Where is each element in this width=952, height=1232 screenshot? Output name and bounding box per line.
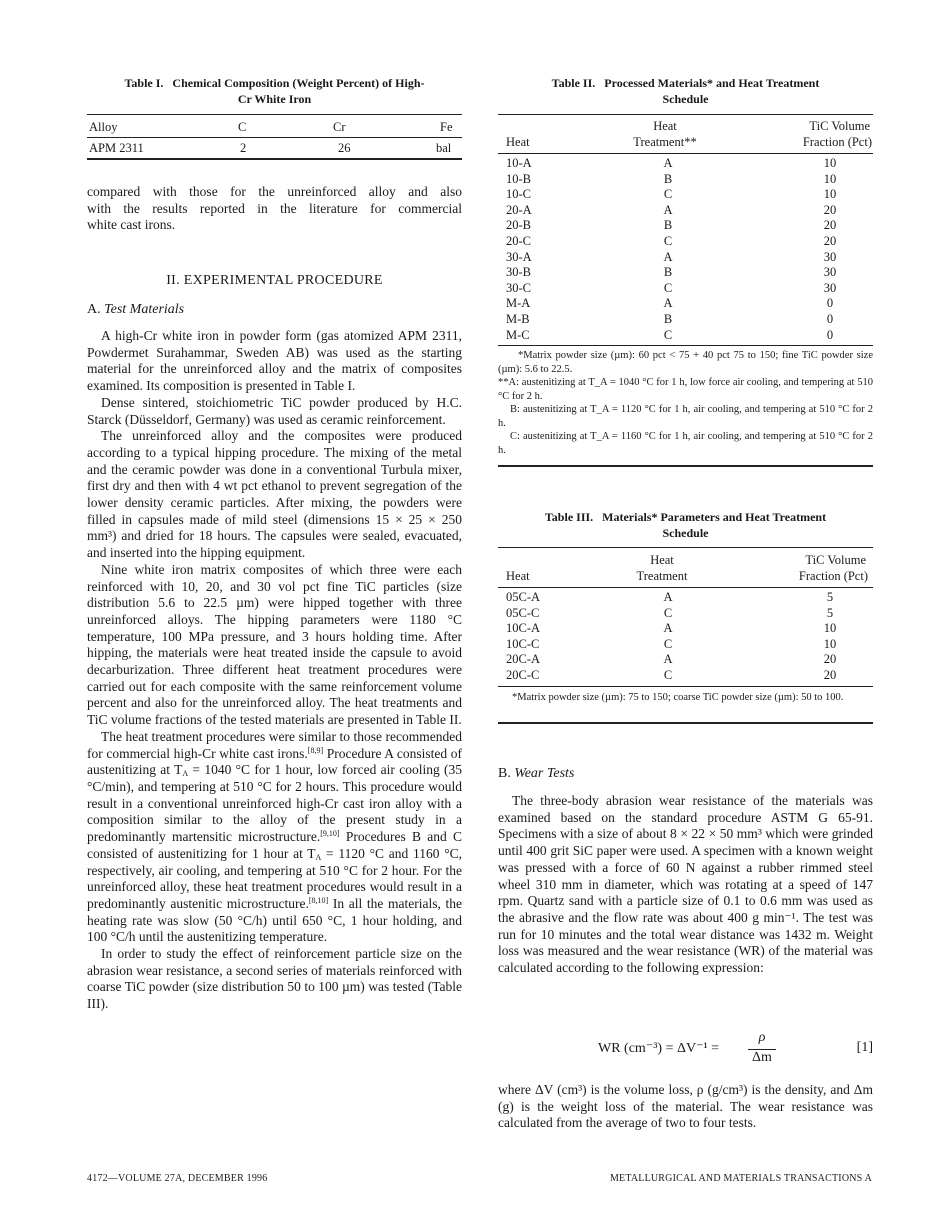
left-body: [87, 328, 462, 1013]
table2-cell: 20: [823, 233, 837, 248]
table2-cell: 20-C: [506, 233, 531, 248]
table3-header-ht-2: Treatment: [636, 569, 688, 583]
table2-header-ht-2: Treatment**: [633, 135, 697, 149]
right-body: [498, 793, 873, 977]
table3-header-tic-1: TiC Volume: [805, 553, 866, 567]
table3-caption-line2: Schedule: [662, 525, 709, 540]
table3-bottom-rule: [498, 722, 873, 724]
table2-cell: M-B: [506, 311, 530, 326]
table1-header-cr: Cr: [333, 120, 346, 134]
equation-numerator: ρ: [758, 1030, 766, 1045]
table2-cell: B: [663, 218, 673, 233]
table2-note-1: *Matrix powder size (µm): 60 pct < 75 + 40 pct 75 to 150; fine TiC powder size (µm): 5.6 to 22.5.: [498, 350, 873, 375]
table1-mid-rule: [87, 137, 462, 138]
paragraph-particle-size: In order to study the effect of reinforcement particle size on the abrasion wear resistance, a second series of materials reinforced with coarse TiC powder (size distribution 50 to 100 µm) was tested (Table III).: [87, 946, 462, 1012]
equation-lhs: WR (cm⁻³) = ΔV⁻¹ =: [598, 1041, 720, 1056]
table3-header-ht-1: Heat: [650, 553, 674, 567]
table3-row: [498, 652, 873, 668]
table1-label: Table I.: [124, 76, 164, 90]
table2-header-heat: Heat: [506, 135, 530, 149]
table2-cell: A: [663, 202, 673, 217]
subsection-b-title: Wear Tests: [514, 766, 575, 781]
paragraph-wear-tests: The three-body abrasion wear resistance of the materials was examined based on the standard procedure ASTM G 65-91. Specimens with a size of about 8 × 22 × 50 mm³ which were grinded until 400 grit SiC paper were used. A specimen with a known weight was pressed with a force of 60 N against a rubber rimmed steel wheel 310 mm in diameter, which was rotating at a speed of 147 rpm. Quartz sand with a particle size of 0.1 to 0.6 mm was used as the abrasive and the flow rate was about 400 g min⁻¹. The test was run for 10 minutes and the total wear distance was 1432 m. Weight loss was measured and the wear resistance (WR) of the material was calculated according to the following expression:: [498, 793, 873, 976]
table2-top-rule: [498, 114, 873, 115]
table2-caption-line1: Processed Materials* and Heat Treatment: [604, 76, 820, 90]
table2-cell: 20-A: [506, 202, 532, 217]
table2-cell: 0: [826, 327, 834, 342]
footer-right: METALLURGICAL AND MATERIALS TRANSACTIONS A: [609, 1173, 872, 1184]
intro-line-2: with the results reported in the literature for commercial: [87, 200, 462, 216]
table1-top-rule: [87, 114, 462, 115]
equation: [498, 1030, 873, 1070]
equation-number: [1]: [856, 1040, 873, 1055]
subsection-a-heading: [87, 302, 184, 318]
ht-text-4: Procedures B and C consisted of austenitizing for 1 hour at T: [87, 829, 462, 861]
paragraph-materials: A high-Cr white iron in powder form (gas atomized APM 2311, Powdermet Surahammar, Sweden AB) was used as the starting material for the unreinforced alloy and the matrix of composites examined. Its composition is presented in Table I.: [87, 328, 462, 394]
table2-cell: M-A: [506, 296, 531, 311]
ht-sub-a-2: A: [315, 852, 322, 862]
table2-header-ht-1: Heat: [653, 119, 677, 133]
table2-bottom-rule: [498, 465, 873, 467]
table3-cell: 10: [823, 621, 837, 636]
table3-mid-rule: [498, 587, 873, 588]
paragraph-where: where ΔV (cm³) is the volume loss, ρ (g/cm³) is the density, and Δm (g) is the weight loss of the material. The wear resistance was calculated from the average of two to four tests.: [498, 1082, 873, 1131]
table2-cell: 0: [826, 311, 834, 326]
table2-row: [498, 172, 873, 188]
equation-denominator: Δm: [752, 1050, 772, 1065]
table3-row: [498, 590, 873, 606]
table2-row: [498, 296, 873, 312]
table2-note-3: B: austenitizing at T_A = 1120 °C for 1 h, air cooling, and tempering at 510 °C for 2 h.: [498, 404, 873, 429]
table3-header-heat: Heat: [506, 569, 530, 583]
ref-8-9: [8,9]: [307, 745, 324, 755]
table2-caption-line2: Schedule: [662, 91, 709, 106]
table3-caption-line1: Materials* Parameters and Heat Treatment: [602, 510, 827, 524]
intro-line-1: compared with those for the unreinforced alloy and also: [87, 184, 462, 199]
table3-cell: 10C-A: [506, 621, 541, 636]
table2-cell: 30-A: [506, 249, 532, 264]
table1-header-c: C: [238, 120, 247, 134]
paragraph-composites: Nine white iron matrix composites of which three were each reinforced with 10, 20, and 30 vol pct fine TiC particles (size distribution 5.6 to 22.5 µm) were hipped together with three unreinforced alloys. The hipping parameters were 1180 °C temperature, 100 MPa pressure, and 3 hours holding time. After hipping, the materials were heat treated inside the capsule to avoid decarburization. Three different heat treatment procedures were carried out for each composite with the same reinforcement volume percent and also for the unreinforced alloy. The heat treatments and TiC volume fractions of the tested materials are presented in Table II.: [87, 561, 462, 728]
table2-row: [498, 312, 873, 328]
table3-cell: A: [663, 621, 673, 636]
table2-notes: [498, 349, 873, 457]
table3-row: [498, 606, 873, 622]
table2-cell: B: [663, 171, 673, 186]
table2-note-4: C: austenitizing at T_A = 1160 °C for 1 h, air cooling, and tempering at 510 °C for 2 h.: [498, 431, 873, 456]
table2-cell: 10: [823, 171, 837, 186]
table2-cell: 10-A: [506, 156, 532, 170]
table2-cell: 30-C: [506, 280, 531, 295]
table2-notes-rule: [498, 345, 873, 346]
table1-cell-cr: 26: [338, 141, 351, 155]
table2-header-tic-1: TiC Volume: [809, 119, 870, 133]
table2-mid-rule: [498, 153, 873, 154]
table2-cell: C: [663, 187, 673, 202]
intro-line-3: white cast irons.: [87, 217, 176, 233]
table2-row: [498, 218, 873, 234]
ht-sub-a-1: A: [182, 769, 189, 779]
table2-label: Table II.: [551, 76, 596, 90]
table3-cell: 20C-A: [506, 652, 541, 667]
right-body-2: [498, 1082, 873, 1132]
table3-cell: C: [663, 636, 673, 651]
table3-cell: C: [663, 667, 673, 682]
table2-row: [498, 281, 873, 297]
ht-text-6: In all the materials, the heating rate was slow (50 °C/h) until 650 °C, 1 hour holding, and 100 °C/h until the austenitizing temperature.: [87, 895, 463, 945]
table3-cell: 5: [826, 605, 834, 620]
table1-bottom-rule: [87, 158, 462, 160]
table2-note-2: **A: austenitizing at T_A = 1040 °C for 1 h, low force air cooling, and tempering at 510 °C for 2 h.: [498, 377, 873, 402]
table2-row: [498, 156, 873, 172]
table1-caption: [87, 76, 462, 107]
subsection-b-heading: [498, 766, 574, 782]
ht-text-3: = 1040 °C for 1 hour, low forced air cooling (35 °C/min), and tempering at 510 °C for 2 hours. This procedure would result in a conventional unreinforced high-Cr cast iron alloy with a composition similar to the alloy of the present study in a predominantly martensitic microstructure.: [87, 762, 462, 845]
table1-caption-line1: Chemical Composition (Weight Percent) of High-: [172, 76, 425, 90]
paragraph-heat-treatment: [87, 729, 462, 946]
table3-cell: A: [663, 590, 673, 604]
left-intro-paragraph: [87, 184, 462, 234]
table3-top-rule: [498, 547, 873, 548]
table1-cell-alloy: APM 2311: [89, 141, 144, 155]
table2-cell: M-C: [506, 327, 530, 342]
table3-cell: 10: [823, 636, 837, 651]
table3-notes: [498, 691, 873, 705]
table2-row: [498, 328, 873, 344]
table3-row: [498, 668, 873, 684]
table1-caption-line2: Cr White Iron: [237, 91, 312, 106]
table2-cell: 0: [826, 296, 834, 311]
table3-row: [498, 637, 873, 653]
table3-cell: 20C-C: [506, 667, 540, 682]
table2-cell: 10: [823, 156, 837, 170]
table2-cell: 20: [823, 218, 837, 233]
table2-header-tic-2: Fraction (Pct): [802, 135, 872, 149]
table3-header-tic-2: Fraction (Pct): [798, 569, 868, 583]
table3-notes-rule: [498, 686, 873, 687]
footer-left: 4172—VOLUME 27A, DECEMBER 1996: [87, 1173, 268, 1184]
table2-cell: C: [663, 233, 673, 248]
table3-label: Table III.: [544, 510, 594, 524]
subsection-a-prefix: A.: [87, 302, 101, 317]
table2-body: [498, 156, 873, 343]
table2-cell: A: [663, 296, 673, 311]
table1-cell-c: 2: [240, 141, 247, 155]
table2-cell: 10-C: [506, 187, 531, 202]
table3-cell: 10C-C: [506, 636, 540, 651]
table1-header-alloy: Alloy: [89, 120, 118, 134]
table2-cell: A: [663, 249, 673, 264]
table3-cell: 05C-C: [506, 605, 540, 620]
table3-cell: 20: [823, 652, 837, 667]
table2-cell: 30-B: [506, 265, 531, 280]
subsection-a-title: Test Materials: [104, 302, 185, 317]
table3-cell: A: [663, 652, 673, 667]
table2-row: [498, 187, 873, 203]
table3-cell: 5: [826, 590, 834, 604]
table2-cell: 30: [823, 265, 837, 280]
paragraph-hipping: The unreinforced alloy and the composites were produced according to a typical hipping procedure. The mixing of the metal and the ceramic powder was done in a conventional Turbula mixer, first dry and then with 4 wt pct ethanol to prevent segregation of the lower density ceramic particles. After mixing, the powders were filled in capsules made of mild steel (dimensions 15 × 25 × 250 mm³) and dried for 18 hours. The capsules were sealed, evacuated, and inserted into the hipping equipment.: [87, 428, 462, 561]
table2-cell: 10-B: [506, 171, 531, 186]
section-title: II. EXPERIMENTAL PROCEDURE: [166, 273, 383, 288]
table2-row: [498, 265, 873, 281]
table2-cell: C: [663, 327, 673, 342]
table3-caption: [498, 510, 873, 541]
table1-cell-fe: bal: [436, 141, 452, 155]
ref-9-10: [9,10]: [320, 829, 340, 839]
table1-header-fe: Fe: [440, 120, 453, 134]
ht-text-5: = 1120 °C and 1160 °C, respectively, air cooling, and tempering at 510 °C for 2 hour. For the unreinforced alloy, these heat treatment procedures would result in a predominantly austenitic microstructure.: [87, 845, 462, 911]
table3-cell: 05C-A: [506, 590, 541, 604]
table3-row: [498, 621, 873, 637]
table2-cell: A: [663, 156, 673, 170]
table2-row: [498, 203, 873, 219]
ht-text-1: The heat treatment procedures were similar to those recommended for commercial high-Cr white cast irons.: [87, 728, 462, 761]
table2-cell: C: [663, 280, 673, 295]
table2-cell: 30: [823, 249, 837, 264]
table2-row: [498, 250, 873, 266]
table3-cell: C: [663, 605, 673, 620]
table2-cell: 30: [823, 280, 837, 295]
table2-cell: B: [663, 265, 673, 280]
table2-cell: 20: [823, 202, 837, 217]
table2-row: [498, 234, 873, 250]
table3-body: [498, 590, 873, 684]
table2-cell: 20-B: [506, 218, 531, 233]
ht-text-2: Procedure A consisted of austenitizing at T: [87, 745, 462, 778]
ref-8-10: [8,10]: [308, 895, 329, 905]
table2-cell: B: [663, 311, 673, 326]
paragraph-tic-powder: Dense sintered, stoichiometric TiC powder produced by H.C. Starck (Düsseldorf, Germany) was used as ceramic reinforcement.: [87, 394, 462, 427]
table3-cell: 20: [823, 667, 837, 682]
table3-note: *Matrix powder size (µm): 75 to 150; coarse TiC powder size (µm): 50 to 100.: [512, 692, 844, 703]
subsection-b-prefix: B.: [498, 766, 511, 781]
table2-cell: 10: [823, 187, 837, 202]
table2-caption: [498, 76, 873, 107]
